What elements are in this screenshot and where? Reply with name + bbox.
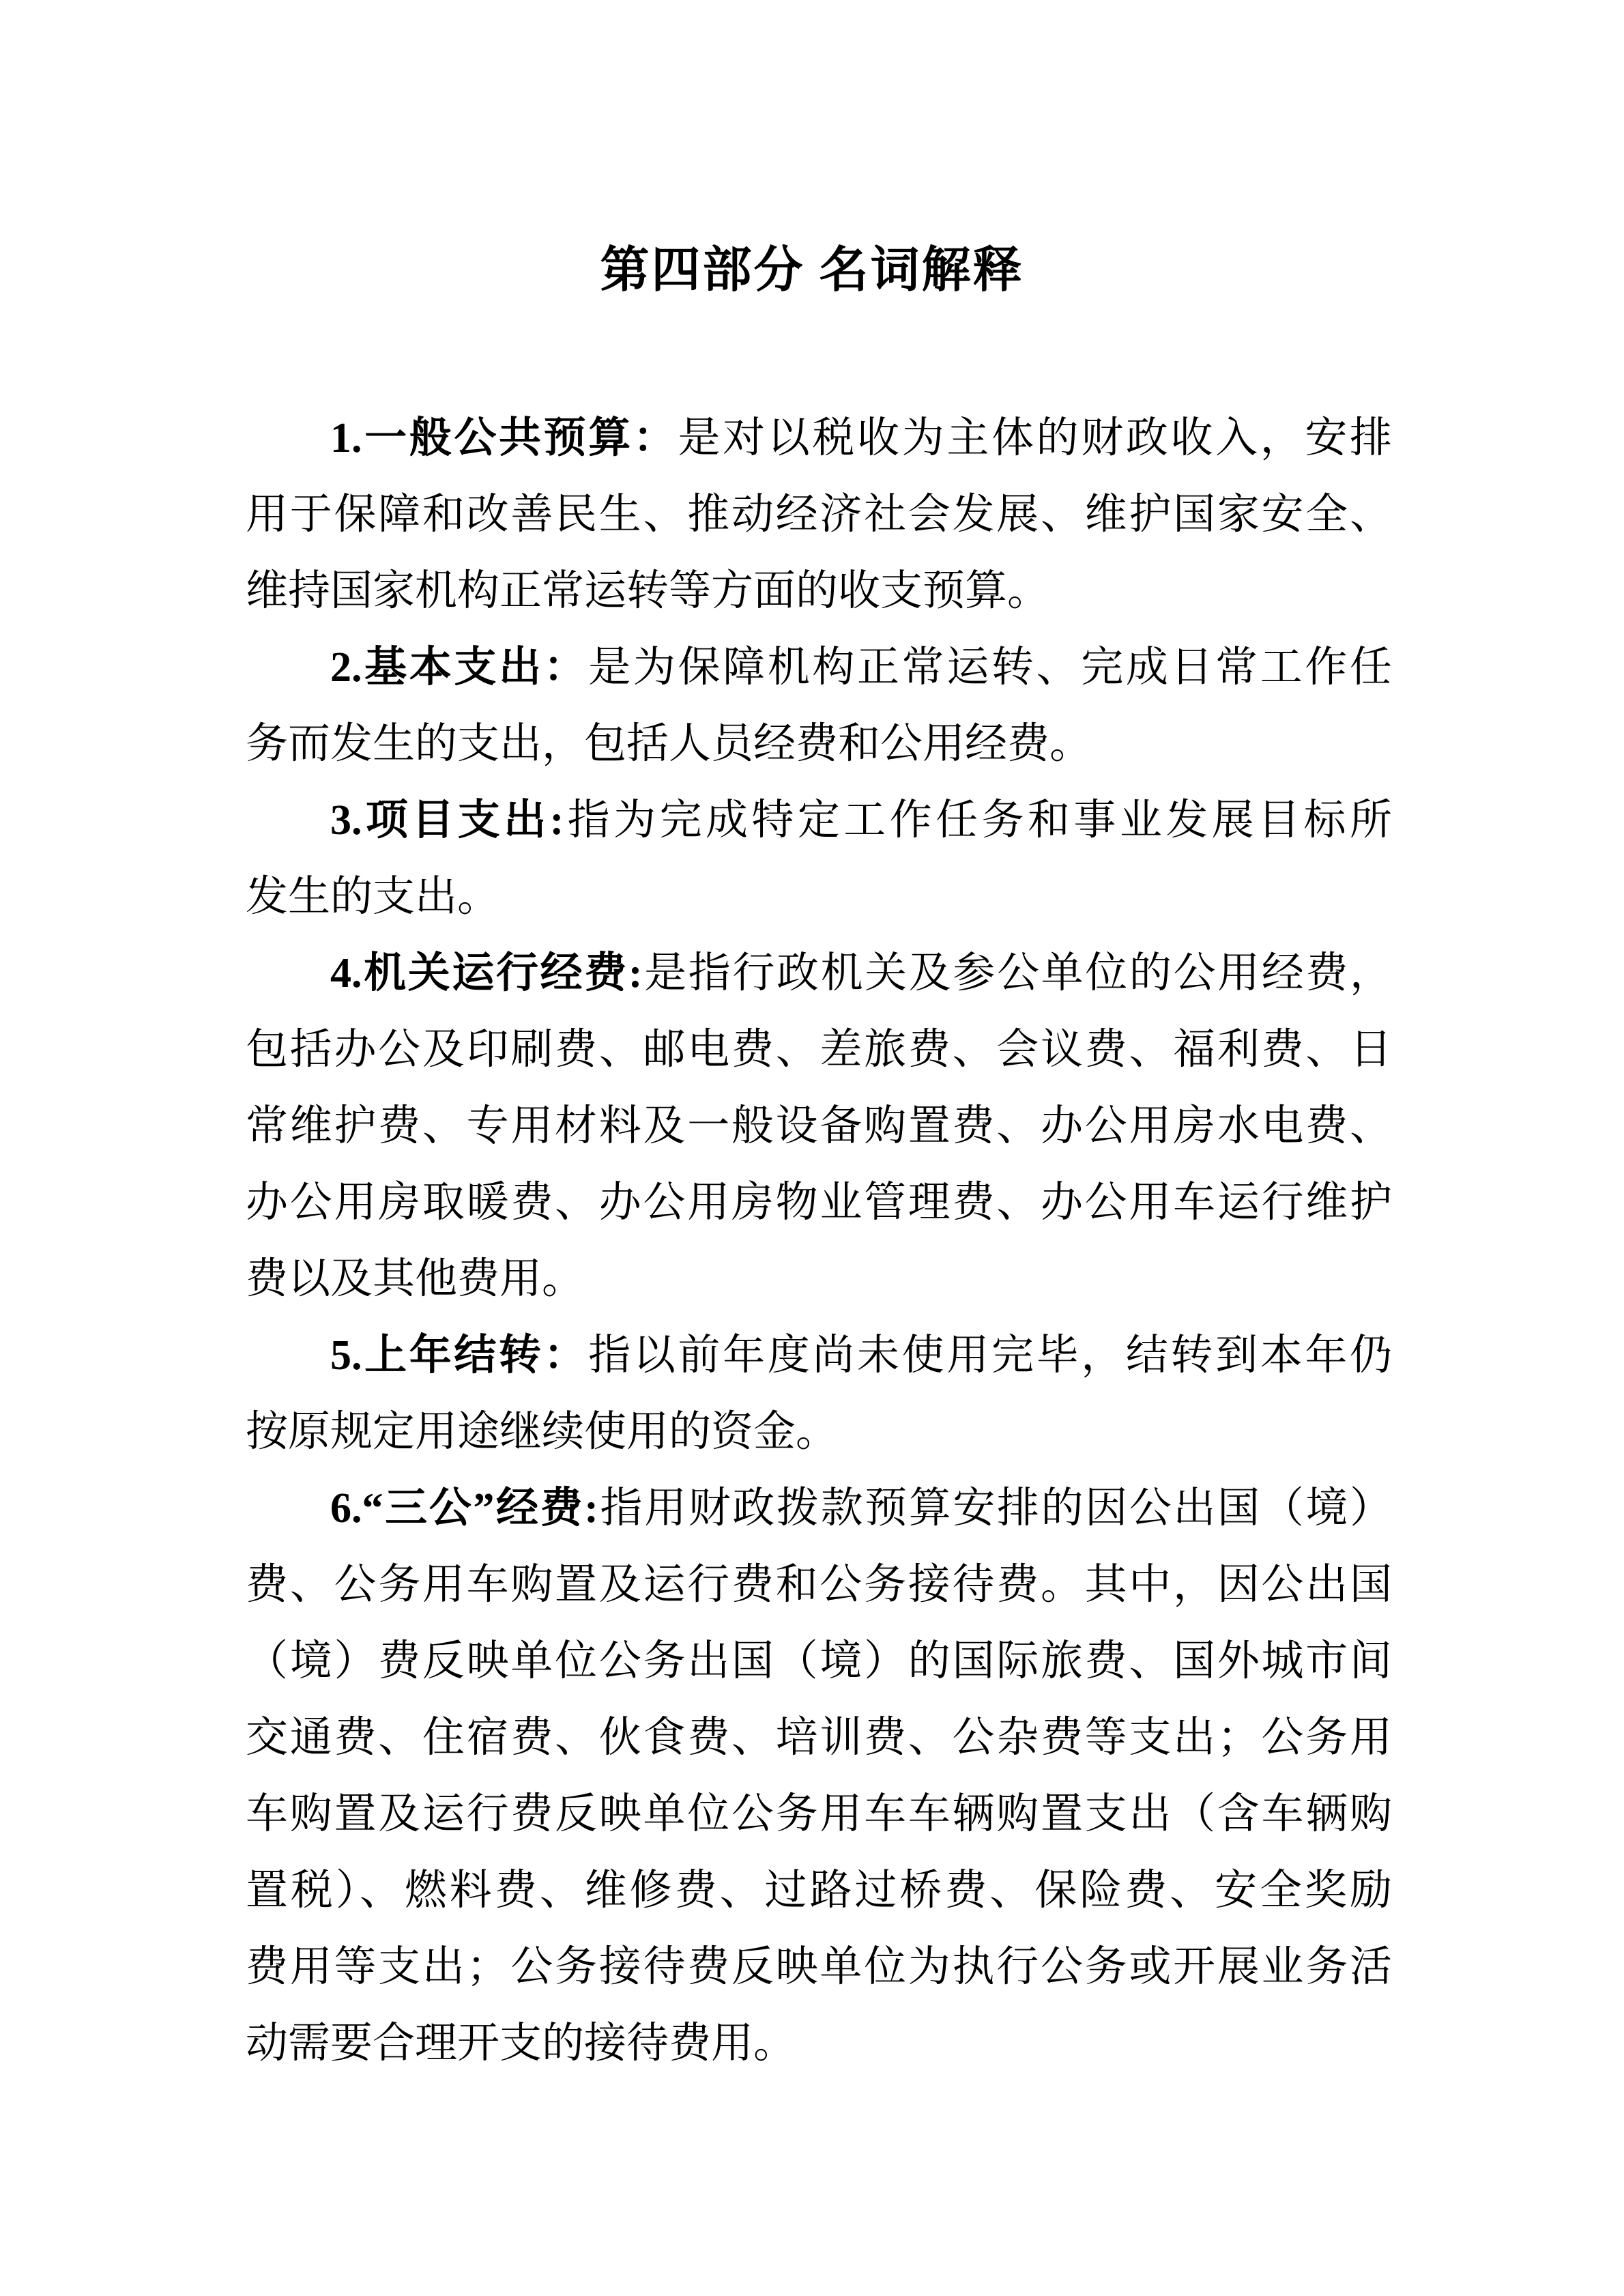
text-line <box>246 629 1392 706</box>
text-line <box>246 1929 1392 2005</box>
text-line <box>246 1241 1392 1317</box>
definition-text: 指用财政拨款预算安排的因公出国（境） <box>598 1485 1392 1532</box>
definition-text: 动需要合理开支的接待费用。 <box>246 2020 796 2067</box>
definition-text: 发生的支出。 <box>246 874 500 920</box>
text-line <box>246 1394 1392 1470</box>
definition-text: 费以及其他费用。 <box>246 1256 585 1302</box>
definition-text: 是对以税收为主体的财政收入，安排 <box>678 415 1392 461</box>
definition-text: 费用等支出；公务接待费反映单位为执行公务或开展业务活 <box>246 1944 1392 1990</box>
definition-text: 按原规定用途继续使用的资金。 <box>246 1409 839 1455</box>
text-line <box>246 400 1392 476</box>
definition-text: 置税）、燃料费、维修费、过路过桥费、保险费、安全奖励 <box>246 1867 1392 1914</box>
text-line <box>246 1011 1392 1088</box>
definition-paragraph-4 <box>246 935 1392 1317</box>
definition-text: 维持国家机构正常运转等方面的收支预算。 <box>246 568 1050 614</box>
text-line <box>246 859 1392 935</box>
text-line <box>246 782 1392 859</box>
definition-paragraph-6 <box>246 1470 1392 2082</box>
definition-text: 是指行政机关及参公单位的公用经费， <box>642 950 1392 996</box>
text-line <box>246 706 1392 782</box>
text-line <box>246 476 1392 553</box>
text-line <box>246 1088 1392 1164</box>
term-label: 6.“三公”经费: <box>330 1485 598 1532</box>
definition-text: （境）费反映单位公务出国（境）的国际旅费、国外城市间 <box>246 1638 1392 1684</box>
term-label: 3.项目支出: <box>330 797 564 844</box>
text-line <box>246 2005 1392 2082</box>
document-body <box>246 400 1392 2082</box>
text-line <box>246 1547 1392 1623</box>
definition-text: 用于保障和改善民生、推动经济社会发展、维护国家安全、 <box>246 491 1392 538</box>
definition-text: 办公用房取暖费、办公用房物业管理费、办公用车运行维护 <box>246 1179 1392 1226</box>
definition-text: 指为完成特定工作任务和事业发展目标所 <box>564 797 1392 844</box>
definition-text: 是为保障机构正常运转、完成日常工作任 <box>588 644 1392 691</box>
definition-text: 包括办公及印刷费、邮电费、差旅费、会议费、福利费、日 <box>246 1027 1392 1073</box>
text-line <box>246 1852 1392 1929</box>
definition-text: 交通费、住宿费、伙食费、培训费、公杂费等支出；公务用 <box>246 1714 1392 1761</box>
text-line <box>246 553 1392 629</box>
definition-text: 费、公务用车购置及运行费和公务接待费。其中，因公出国 <box>246 1562 1392 1608</box>
text-line <box>246 1470 1392 1547</box>
page-title: 第四部分 名词解释 <box>600 243 1024 298</box>
definition-text: 指以前年度尚未使用完毕，结转到本年仍 <box>588 1332 1392 1379</box>
definition-paragraph-2 <box>246 629 1392 782</box>
term-label: 4.机关运行经费: <box>330 950 643 996</box>
text-line <box>246 1164 1392 1241</box>
text-line <box>246 1776 1392 1852</box>
term-label: 2.基本支出： <box>330 644 589 691</box>
term-label: 1.一般公共预算： <box>330 415 678 461</box>
definition-text: 车购置及运行费反映单位公务用车车辆购置支出（含车辆购 <box>246 1791 1392 1837</box>
text-line <box>246 935 1392 1011</box>
definition-paragraph-3 <box>246 782 1392 935</box>
text-line <box>246 1623 1392 1699</box>
definition-paragraph-1 <box>246 400 1392 629</box>
text-line <box>246 1317 1392 1394</box>
definition-text: 务而发生的支出，包括人员经费和公用经费。 <box>246 721 1092 767</box>
definition-text: 常维护费、专用材料及一般设备购置费、办公用房水电费、 <box>246 1103 1392 1149</box>
definition-paragraph-5 <box>246 1317 1392 1470</box>
term-label: 5.上年结转： <box>330 1332 589 1379</box>
text-line <box>246 1699 1392 1776</box>
